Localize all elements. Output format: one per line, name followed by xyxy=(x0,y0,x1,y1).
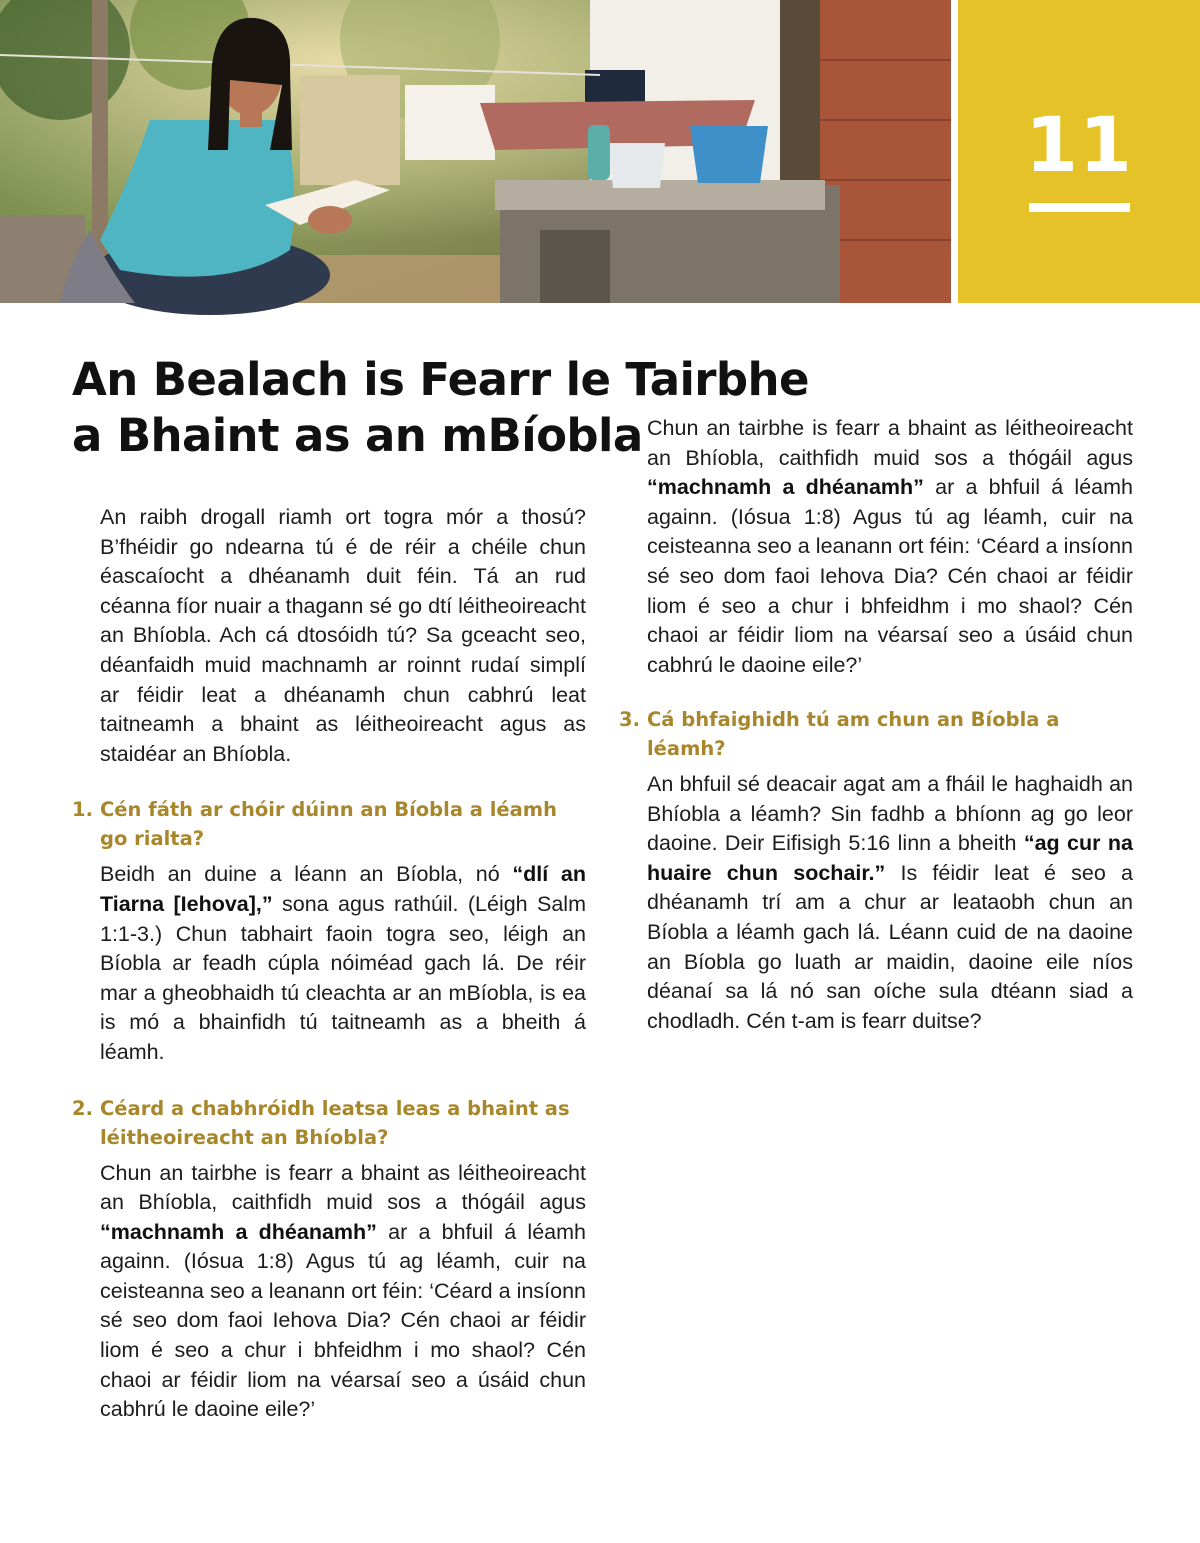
answer-1 xyxy=(100,860,586,1067)
left-column xyxy=(72,503,586,1422)
question-text: Céard a chabhróidh leatsa leas a bhaint as léitheoireacht an Bhíobla? xyxy=(100,1096,570,1149)
lesson-number: 11 xyxy=(1025,100,1133,189)
badge-underline xyxy=(1029,203,1130,212)
answer-text: Chun an tairbhe is fearr a bhaint as léitheoireacht an Bhíobla, caithfidh muid sos a thógáil agus xyxy=(647,416,1133,470)
answer-text: ar a bhfuil á léamh againn. (Iósua 1:8) Agus tú ag léamh, cuir na ceisteanna seo a leanann ort féin: ‘Céard a insíonn sé seo dom faoi Iehova Dia? Cén chaoi ar féidir liom é seo a chur i bhfeidhm i mo shaol? Cén chaoi ar féidir liom na véarsaí seo a úsáid chun cabhrú le daoine eile?’ xyxy=(100,1219,586,1422)
answer-2-part-a xyxy=(72,1159,586,1422)
answer-2 xyxy=(100,1159,586,1425)
question-number: 3. xyxy=(619,708,640,731)
question-number: 1. xyxy=(72,798,93,822)
question-number: 2. xyxy=(72,1096,93,1120)
answer-text: Chun an tairbhe is fearr a bhaint as léitheoireacht an Bhíobla, caithfidh muid sos a thógáil agus xyxy=(100,1160,586,1215)
title-line-2: a Bhaint as an mBíobla xyxy=(72,409,643,462)
answer-text: ar a bhfuil á léamh againn. (Iósua 1:8) Agus tú ag léamh, cuir na ceisteanna seo a leanann ort féin: ‘Céard a insíonn sé seo dom faoi Iehova Dia? Cén chaoi ar féidir liom é seo a chur i bhfeidhm i mo shaol? Cén chaoi ar féidir liom na véarsaí seo a úsáid chun cabhrú le daoine eile?’ xyxy=(647,475,1133,677)
answer-emphasis: “ag cur na huaire chun sochair.” xyxy=(647,831,1133,885)
question-text: Cá bhfaighidh tú am chun an Bíobla a léamh? xyxy=(647,708,1060,760)
right-column xyxy=(619,416,1133,1036)
title-line-1: An Bealach is Fearr le Tairbhe xyxy=(72,353,809,406)
intro-paragraph: An raibh drogall riamh ort togra mór a thosú? B’fhéidir go ndearna tú é de réir a chéile chun éascaíocht a dhéanamh duit féin. Tá an rud céanna fíor nuair a thagann sé go dtí léitheoireacht an Bhíobla. Ach cá dtosóidh tú? Sa gceacht seo, déanfaidh muid machnamh ar roinnt rudaí simplí ar féidir leat a dhéanamh chun cabhrú leat taitneamh a bhaint as léitheoireacht agus as staidéar an Bhíobla. xyxy=(100,505,586,766)
question-text: Cén fáth ar chóir dúinn an Bíobla a léamh go rialta? xyxy=(100,798,557,851)
answer-text: An bhfuil sé deacair agat am a fháil le haghaidh an Bhíobla a léamh? Sin fadhb a bhíonn ag go leor daoine. Deir Eifisigh 5:16 linn a bheith xyxy=(647,772,1133,856)
answer-emphasis: “machnamh a dhéanamh” xyxy=(647,475,924,500)
header-photo xyxy=(0,0,951,303)
question-3 xyxy=(619,705,1133,763)
answer-emphasis: “machnamh a dhéanamh” xyxy=(100,1219,377,1244)
answer-3 xyxy=(647,770,1133,1036)
answer-text: sona agus rathúil. (Léigh Salm 1:1-3.) Chun tabhairt faoin togra seo, léigh an Bíobla ar feadh cúpla nóiméad gach lá. De réir mar a gheobhaidh tú cleachta ar an mBíobla, is ea is mó a bhainfidh tú taitneamh as a bheith á léamh. xyxy=(100,891,586,1064)
answer-text: Is féidir leat é seo a dhéanamh trí am a chur ar leataobh chun an Bíobla a léamh gach lá. Léann cuid de na daoine an Bíobla go luath ar maidin, daoine eile níos déanaí sa lá nó san oíche sula dtéann siad a chodladh. Cén t-am is fearr duitse? xyxy=(647,860,1133,1033)
answer-text: Beidh an duine a léann an Bíobla, nó xyxy=(100,862,513,887)
answer-2-continued xyxy=(647,414,1133,680)
question-1 xyxy=(72,795,586,853)
question-2 xyxy=(72,1094,586,1152)
answer-2-part-b xyxy=(619,416,1133,681)
answer-emphasis: “dlí an Tiarna [Iehova],” xyxy=(100,862,586,916)
lesson-number-badge xyxy=(958,0,1200,303)
